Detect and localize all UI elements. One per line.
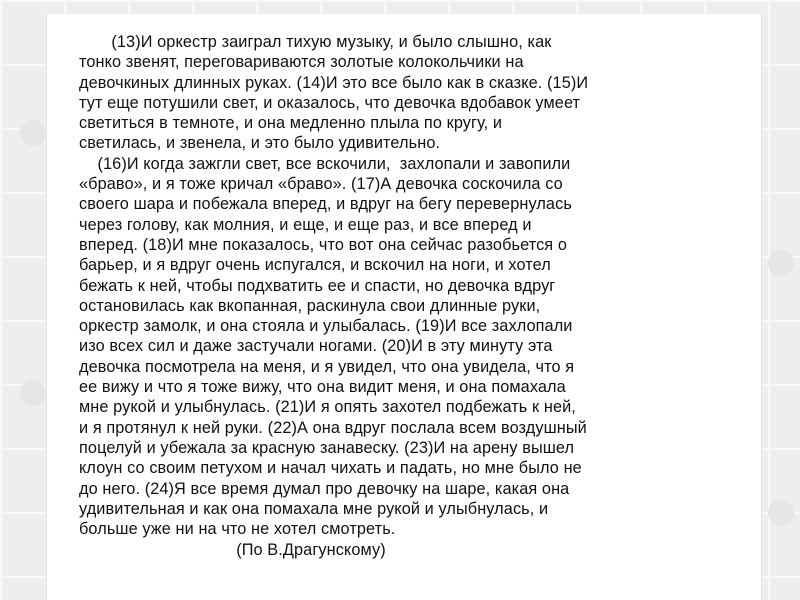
text-line: барьер, и я вдруг очень испугался, и вскочил на ноги, и хотел [79, 256, 551, 275]
puzzle-knob-decoration [768, 500, 794, 526]
text-line: ее вижу и что я тоже вижу, что она видит меня, и она помахала [79, 378, 566, 397]
puzzle-knob-decoration [20, 380, 46, 406]
text-line: удивительная и как она помахала мне рукой и улыбнулась, и [79, 499, 549, 518]
text-line: «браво», и я тоже кричал «браво». (17)А девочка соскочила со [79, 175, 563, 194]
author-attribution: (По В.Драгунскому) [79, 541, 386, 560]
text-line: остановилась как вкопанная, раскинула свои длинные руки, [79, 296, 541, 315]
story-text [79, 32, 769, 561]
text-line: светиться в темноте, и она медленно плыла по кругу, и [79, 114, 503, 133]
text-line: клоун со своим петухом и начал чихать и падать, но мне было не [79, 459, 582, 478]
text-line: вперед. (18)И мне показалось, что вот она сейчас разобьется о [79, 235, 568, 254]
text-line: поцелуй и убежала за красную занавеску. (23)И на арену вышел [79, 438, 575, 457]
text-line: до него. (24)Я все время думал про девочку на шаре, какая она [79, 479, 570, 498]
text-line: изо всех сил и даже застучали ногами. (20)И в эту минуту эта [79, 337, 553, 356]
text-line: тонко звенят, переговариваются золотые колокольчики на [79, 53, 524, 72]
text-line: светилась, и звенела, и это было удивительно. [79, 134, 441, 153]
text-line: мне рукой и улыбнулась. (21)И я опять захотел подбежать к ней, [79, 398, 576, 417]
text-line: девочкиных длинных руках. (14)И это все было как в сказке. (15)И [79, 73, 589, 92]
text-line: бежать к ней, чтобы подхватить ее и спасти, но девочка вдруг [79, 276, 556, 295]
text-line: через голову, как молния, и еще, и еще раз, и все вперед и [79, 215, 532, 234]
text-line: и я протянул к ней руки. (22)А она вдруг послала всем воздушный [79, 418, 587, 437]
text-line: своего шара и побежала вперед, и вдруг на бегу перевернулась [79, 195, 572, 214]
text-line: оркестр замолк, и она стояла и улыбалась. (19)И все захлопали [79, 317, 573, 336]
text-line: девочка посмотрела на меня, и я увидел, что она увидела, что я [79, 357, 575, 376]
text-line: (13)И оркестр заиграл тихую музыку, и было слышно, как [79, 33, 552, 51]
text-line: тут еще потушили свет, и оказалось, что девочка вдобавок умеет [79, 93, 581, 112]
text-line: больше уже ни на что не хотел смотреть. [79, 520, 396, 539]
text-line: (16)И когда зажгли свет, все вскочили, захлопали и завопили [79, 154, 571, 173]
puzzle-knob-decoration [768, 250, 794, 276]
text-page [46, 14, 762, 600]
puzzle-knob-decoration [20, 120, 46, 146]
